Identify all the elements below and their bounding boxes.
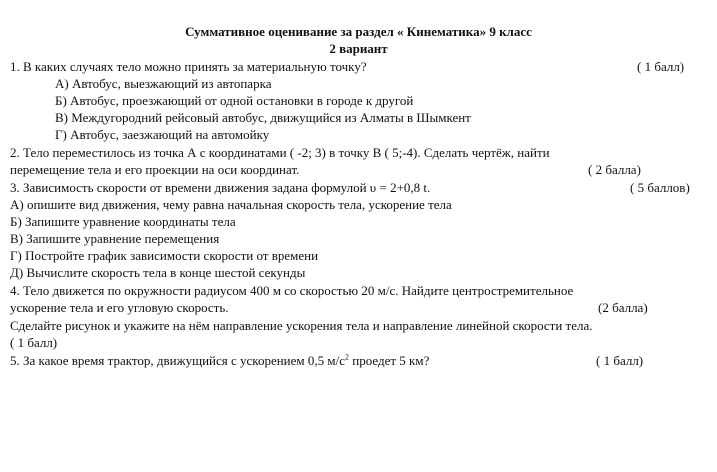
question-5-score: ( 1 балл) (596, 353, 644, 368)
question-1-option-a: А) Автобус, выезжающий из автопарка (55, 76, 272, 91)
question-1-option-b: Б) Автобус, проезжающий от одной остановки в городе к другой (55, 93, 414, 108)
question-4-line-3: Сделайте рисунок и укажите на нём направление ускорения тела и направление линейной скорости тела. (10, 318, 593, 333)
question-3-item-d: Г) Постройте график зависимости скорости от времени (10, 248, 319, 263)
question-3-item-a: А) опишите вид движения, чему равна начальная скорость тела, ускорение тела (10, 197, 452, 212)
question-4-score-1: (2 балла) (598, 300, 648, 315)
question-2-line-1: 2. Тело переместилось из точка А с координатами ( -2; 3) в точку В ( 5;-4). Сделать чертёж, найти (10, 145, 550, 160)
question-5-text (10, 353, 429, 368)
question-5-text-before: 5. За какое время трактор, движущийся с ускорением 0,5 м/с (10, 353, 345, 368)
question-4-line-1: 4. Тело движется по окружности радиусом 400 м со скоростью 20 м/с. Найдите центростремительное (10, 283, 574, 298)
question-5-superscript: 2 (345, 352, 349, 362)
question-4-line-2: ускорение тела и его угловую скорость. (10, 300, 229, 315)
question-2-line-2: перемещение тела и его проекции на оси координат. (10, 162, 300, 177)
question-4-score-2: ( 1 балл) (10, 335, 58, 350)
question-3-text: 3. Зависимость скорости от времени движения задана формулой υ = 2+0,8 t. (10, 180, 431, 195)
question-5-text-after: проедет 5 км? (349, 353, 430, 368)
question-1-option-d: Г) Автобус, заезжающий на автомойку (55, 127, 270, 142)
question-1-score: ( 1 балл) (637, 59, 685, 74)
question-3-score: ( 5 баллов) (630, 180, 690, 195)
question-1-text: 1. В каких случаях тело можно принять за материальную точку? (10, 59, 367, 74)
question-2-score: ( 2 балла) (588, 162, 641, 177)
variant-label: 2 вариант (329, 41, 388, 56)
page-title: Суммативное оценивание за раздел « Кинематика» 9 класс (185, 24, 532, 39)
question-1-option-c: В) Междугородний рейсовый автобус, движущийся из Алматы в Шымкент (55, 110, 471, 125)
question-3-item-e: Д) Вычислите скорость тела в конце шестой секунды (10, 265, 306, 280)
question-3-item-b: Б) Запишите уравнение координаты тела (10, 214, 236, 229)
question-3-item-c: В) Запишите уравнение перемещения (10, 231, 220, 246)
